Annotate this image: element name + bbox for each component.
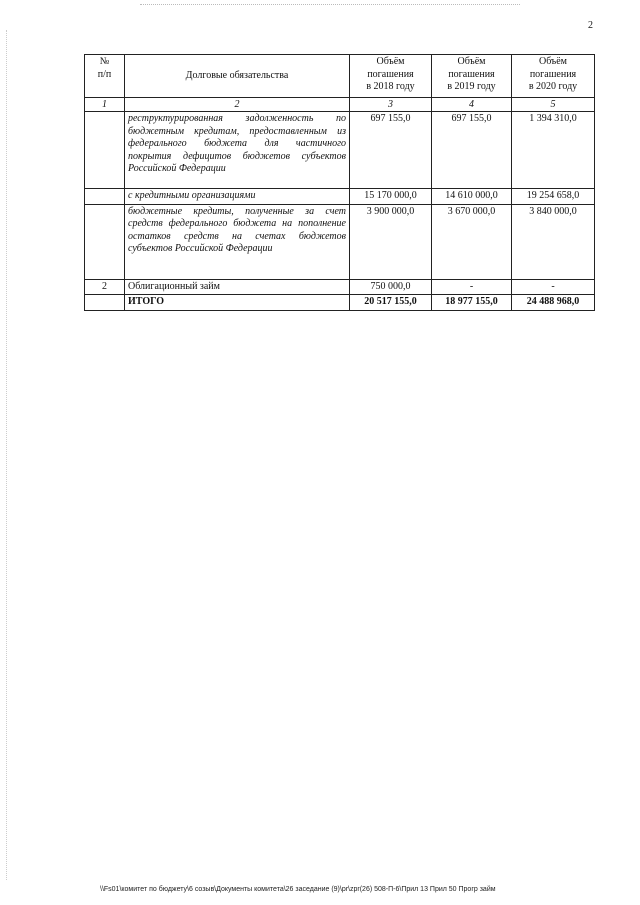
- column-index: 5: [512, 98, 595, 112]
- scan-artifact-top: [140, 4, 520, 5]
- table-row: [85, 112, 595, 189]
- file-path-footer: \\Fs01\комитет по бюджету\6 созыв\Документы комитета\26 заседание (9)\pr\zpr(26) 508-П-6\Прил 13 Прил 50 Прогр займ: [100, 886, 496, 893]
- total-2018: 20 517 155,0: [350, 295, 432, 311]
- column-index: 4: [432, 98, 512, 112]
- table-header-row: [85, 55, 595, 98]
- header-2018: Объём погашения в 2018 году: [350, 55, 432, 98]
- row-value-2020: 1 394 310,0: [512, 112, 595, 189]
- header-2020: Объём погашения в 2020 году: [512, 55, 595, 98]
- row-num: [85, 204, 125, 279]
- table-total-row: [85, 295, 595, 311]
- row-value-2019: 3 670 000,0: [432, 204, 512, 279]
- row-value-2018: 3 900 000,0: [350, 204, 432, 279]
- column-index: 2: [125, 98, 350, 112]
- column-index: 1: [85, 98, 125, 112]
- row-value-2019: 14 610 000,0: [432, 189, 512, 205]
- row-num: [85, 295, 125, 311]
- scan-artifact-left: [6, 30, 7, 880]
- row-value-2018: 697 155,0: [350, 112, 432, 189]
- table-row: [85, 279, 595, 295]
- table-row: [85, 204, 595, 279]
- debt-obligations-table: [84, 54, 595, 311]
- column-index: 3: [350, 98, 432, 112]
- row-name: с кредитными организациями: [125, 189, 350, 205]
- total-2019: 18 977 155,0: [432, 295, 512, 311]
- row-value-2019: 697 155,0: [432, 112, 512, 189]
- row-num: 2: [85, 279, 125, 295]
- total-2020: 24 488 968,0: [512, 295, 595, 311]
- header-name: Долговые обязательства: [125, 55, 350, 98]
- row-value-2018: 750 000,0: [350, 279, 432, 295]
- column-index-row: [85, 98, 595, 112]
- row-name: Облигационный займ: [125, 279, 350, 295]
- header-2019: Объём погашения в 2019 году: [432, 55, 512, 98]
- row-name: ИТОГО: [125, 295, 350, 311]
- row-value-2020: 19 254 658,0: [512, 189, 595, 205]
- row-name: реструктурированная задолженность по бюджетным кредитам, предоставленным из федерального бюджета для частичного покрытия дефицитов бюджетов субъектов Российской Федерации: [125, 112, 350, 189]
- row-value-2020: -: [512, 279, 595, 295]
- page-number: 2: [588, 20, 593, 31]
- row-num: [85, 189, 125, 205]
- row-num: [85, 112, 125, 189]
- table-row: [85, 189, 595, 205]
- row-value-2019: -: [432, 279, 512, 295]
- row-name: бюджетные кредиты, полученные за счет средств федерального бюджета на пополнение остатков средств на счетах бюджетов субъектов Российской Федерации: [125, 204, 350, 279]
- row-value-2018: 15 170 000,0: [350, 189, 432, 205]
- header-num: № п/п: [85, 55, 125, 98]
- row-value-2020: 3 840 000,0: [512, 204, 595, 279]
